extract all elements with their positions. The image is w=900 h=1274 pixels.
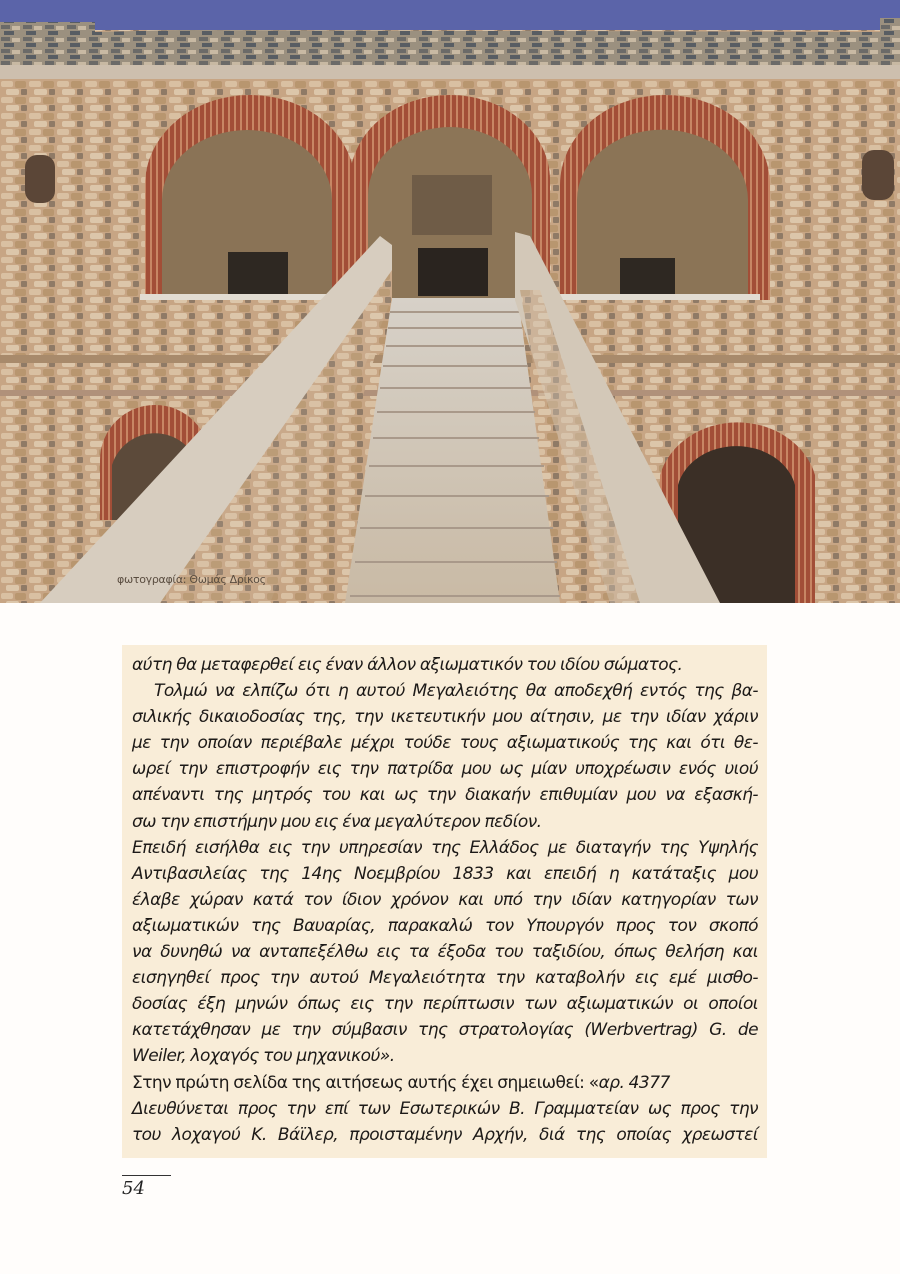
building-photo: [0, 0, 900, 603]
text-line: δοσίας έξη μηνών όπως εις την περίπτωσιν των αξιωματικών οι οποίοι: [132, 994, 758, 1015]
text-line: [132, 1070, 758, 1096]
text-line: με την οποίαν περιέβαλε μέχρι τούδε τους αξιωματικούς της και ότι θε-: [132, 733, 758, 754]
text-line: έλαβε χώραν κατά τον ίδιον χρόνον και υπό την ιδίαν κατηγορίαν των: [132, 889, 758, 910]
text-line: κατετάχθησαν με την σύμβασιν της στρατολογίας (Werbvertrag) G. de: [132, 1020, 758, 1041]
text-line: Τολμώ να ελπίζω ότι η αυτού Μεγαλειότης θα αποδεχθή εντός της βα-: [154, 681, 758, 702]
text-line: Αντιβασιλείας της 14ης Νοεμβρίου 1833 και επειδή η κατάταξις μου: [132, 863, 758, 884]
text-line: απέναντι της μητρός του και ως την διακαήν επιθυμίαν μου να εξασκή-: [132, 785, 758, 806]
text-line: σιλικής δικαιοδοσίας της, την ικετευτικήν μου αίτησιν, με την ιδίαν χάριν: [132, 707, 758, 728]
arch-left: [145, 95, 355, 300]
footer-rule: [122, 1175, 171, 1176]
text-line: Επειδή εισήλθα εις την υπηρεσίαν της Ελλάδος με διαταγήν της Υψηλής: [132, 837, 758, 858]
photo-credit: φωτογραφία: Θωμάς Δρίκος: [117, 573, 266, 586]
note-ref: αρ. 4377: [598, 1072, 670, 1093]
text-line: του λοχαγού Κ. Βάϊλερ, προισταμένην Αρχήν, διά της οποίας χρεωστεί: [132, 1124, 758, 1145]
note-intro: Στην πρώτη σελίδα της αιτήσεως αυτής έχει σημειωθεί: «: [132, 1072, 599, 1093]
text-line: Weiler, λοχαγός του μηχανικού».: [132, 1046, 395, 1067]
arch-right: [560, 95, 770, 300]
body-text: [132, 652, 758, 1148]
text-line: σω την επιστήμην μου εις ένα μεγαλύτερον πεδίον.: [132, 811, 542, 832]
text-line: αύτη θα μεταφερθεί εις έναν άλλον αξιωματικόν του ιδίου σώματος.: [132, 655, 683, 675]
text-line: εισηγηθεί προς την αυτού Μεγαλειότητα την καταβολήν εις εμέ μισθο-: [132, 968, 758, 989]
text-line: Διευθύνεται προς την επί των Εσωτερικών Β. Γραμματείαν ως προς την: [132, 1098, 758, 1119]
page-number: 54: [122, 1178, 145, 1199]
text-line: να δυνηθώ να ανταπεξέλθω εις τα έξοδα του ταξιδίου, όπως θελήση και: [132, 942, 758, 963]
text-line: αξιωματικών της Βαυαρίας, παρακαλώ τον Υπουργόν προς τον σκοπό: [132, 915, 758, 936]
text-line: ωρεί την επιστροφήν εις την πατρίδα μου ως μίαν υποχρέωσιν ενός υιού: [132, 759, 758, 780]
